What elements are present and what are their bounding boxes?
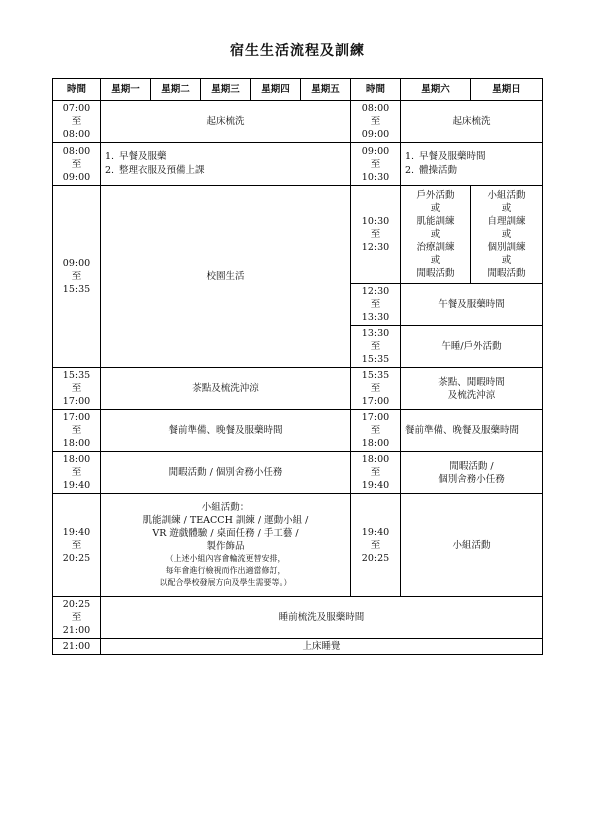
time-cell: 15:35 至 17:00: [53, 368, 101, 410]
group-activity-note: （上述小組內容會輪流更替安排， 每年會進行檢視而作出適當修訂， 以配合學校發展方向及學生需要等。）: [159, 554, 292, 587]
header-thursday: 星期四: [251, 79, 301, 101]
all-days-activity: 上床睡覺: [101, 639, 543, 655]
time-cell: 09:00 至 15:35: [53, 186, 101, 368]
weekend-activity: 餐前準備、晚餐及服藥時間: [401, 410, 543, 452]
schedule-table: [52, 78, 543, 655]
item-text: 體操活動: [419, 165, 458, 176]
header-time-weekend: 時間: [351, 79, 401, 101]
weekday-activity: 餐前準備、晚餐及服藥時間: [101, 410, 351, 452]
item-number: 1.: [105, 151, 115, 162]
header-saturday: 星期六: [401, 79, 471, 101]
header-time: 時間: [53, 79, 101, 101]
time-cell-weekend: 17:00 至 18:00: [351, 410, 401, 452]
list-item: [105, 150, 348, 164]
weekday-activity: 閒暇活動 / 個別舍務小任務: [101, 452, 351, 494]
time-cell: 07:00 至 08:00: [53, 101, 101, 143]
table-row: [53, 639, 543, 655]
time-cell: 19:40 至 20:25: [53, 494, 101, 597]
header-friday: 星期五: [301, 79, 351, 101]
table-row: [53, 410, 543, 452]
time-cell-weekend: 12:30 至 13:30: [351, 284, 401, 326]
time-cell-weekend: 08:00 至 09:00: [351, 101, 401, 143]
weekend-activity: 午餐及服藥時間: [401, 284, 543, 326]
time-cell: 20:25 至 21:00: [53, 597, 101, 639]
time-cell: 08:00 至 09:00: [53, 143, 101, 186]
list-item: [405, 164, 540, 178]
time-cell-weekend: 15:35 至 17:00: [351, 368, 401, 410]
item-text: 早餐及服藥: [119, 151, 167, 162]
list-item: [105, 164, 348, 178]
weekend-activity: 起床梳洗: [401, 101, 543, 143]
time-cell-weekend: 19:40 至 20:25: [351, 494, 401, 597]
weekend-activity: 小組活動: [401, 494, 543, 597]
weekday-activity: 茶點及梳洗沖涼: [101, 368, 351, 410]
time-cell-weekend: 13:30 至 15:35: [351, 326, 401, 368]
weekend-activity-list: [405, 150, 540, 178]
time-cell-weekend: 10:30 至 12:30: [351, 186, 401, 284]
time-cell-weekend: 18:00 至 19:40: [351, 452, 401, 494]
time-cell: 17:00 至 18:00: [53, 410, 101, 452]
header-row: [53, 79, 543, 101]
table-row: [53, 597, 543, 639]
sunday-activity: 小組活動 或 自理訓練 或 個別訓練 或 閒暇活動: [471, 186, 543, 284]
time-cell: 18:00 至 19:40: [53, 452, 101, 494]
item-text: 早餐及服藥時間: [419, 151, 486, 162]
weekday-activity-list: [105, 150, 348, 178]
table-row: [53, 452, 543, 494]
weekend-activity: 閒暇活動 / 個別舍務小任務: [401, 452, 543, 494]
weekend-activity: [401, 143, 543, 186]
header-tuesday: 星期二: [151, 79, 201, 101]
item-number: 2.: [105, 165, 115, 176]
weekday-activity: 起床梳洗: [101, 101, 351, 143]
weekend-activity: 茶點、閒暇時間 及梳洗沖涼: [401, 368, 543, 410]
header-sunday: 星期日: [471, 79, 543, 101]
time-cell: 21:00: [53, 639, 101, 655]
list-item: [405, 150, 540, 164]
table-row: [53, 101, 543, 143]
table-row: [53, 186, 543, 284]
item-number: 1.: [405, 151, 415, 162]
item-text: 整理衣服及預備上課: [119, 165, 205, 176]
saturday-activity: 戶外活動 或 肌能訓練 或 治療訓練 或 閒暇活動: [401, 186, 471, 284]
time-cell-weekend: 09:00 至 10:30: [351, 143, 401, 186]
item-number: 2.: [405, 165, 415, 176]
page-title: 宿生生活流程及訓練: [230, 43, 365, 59]
weekday-activity: [101, 494, 351, 597]
weekend-activity: 午睡/戶外活動: [401, 326, 543, 368]
table-row: [53, 143, 543, 186]
weekday-activity: 校園生活: [101, 186, 351, 368]
header-monday: 星期一: [101, 79, 151, 101]
table-row: [53, 494, 543, 597]
all-days-activity: 睡前梳洗及服藥時間: [101, 597, 543, 639]
group-activity-text: 小組活動： 肌能訓練 / TEACCH 訓練 / 運動小組 / VR 遊戲體驗 / 桌面任務 / 手工藝 / 製作飾品: [142, 502, 309, 552]
table-row: [53, 368, 543, 410]
weekday-activity: [101, 143, 351, 186]
header-wednesday: 星期三: [201, 79, 251, 101]
